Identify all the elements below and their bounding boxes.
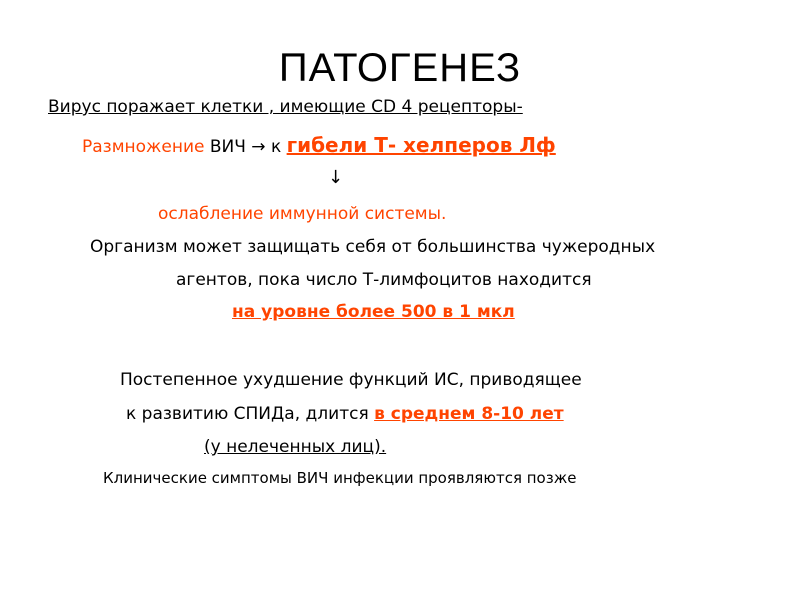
text-line-receptors: Вирус поражает клетки , имеющие CD 4 рецепторы- xyxy=(48,97,523,117)
text-line-aids-development xyxy=(126,403,564,425)
text-line-500-highlight: на уровне более 500 в 1 мкл xyxy=(232,302,515,322)
text-line-organism: Организм может защищать себя от большинства чужеродных xyxy=(90,237,656,257)
down-arrow-icon: ↓ xyxy=(328,167,344,188)
slide-title: ПАТОГЕНЕЗ xyxy=(278,46,522,90)
text-line-replication xyxy=(82,134,556,158)
replication-label: Размножение xyxy=(82,137,210,157)
text-line-immune-weakening: ослабление иммунной системы. xyxy=(158,204,447,224)
aids-development-label: к развитию СПИДа, длится xyxy=(126,404,375,424)
duration-highlight: в среднем 8-10 лет xyxy=(374,404,564,424)
hiv-label: ВИЧ → к xyxy=(209,137,287,157)
text-line-agents: агентов, пока число Т-лимфоцитов находится xyxy=(176,270,592,290)
text-line-untreated: (у нелеченных лиц). xyxy=(204,437,387,457)
text-line-clinical-symptoms: Клинические симптомы ВИЧ инфекции проявляются позже xyxy=(103,469,577,487)
t-helper-death-highlight: гибели Т- хелперов Лф xyxy=(286,133,556,157)
text-line-gradual-decline: Постепенное ухудшение функций ИС, приводящее xyxy=(120,370,582,390)
